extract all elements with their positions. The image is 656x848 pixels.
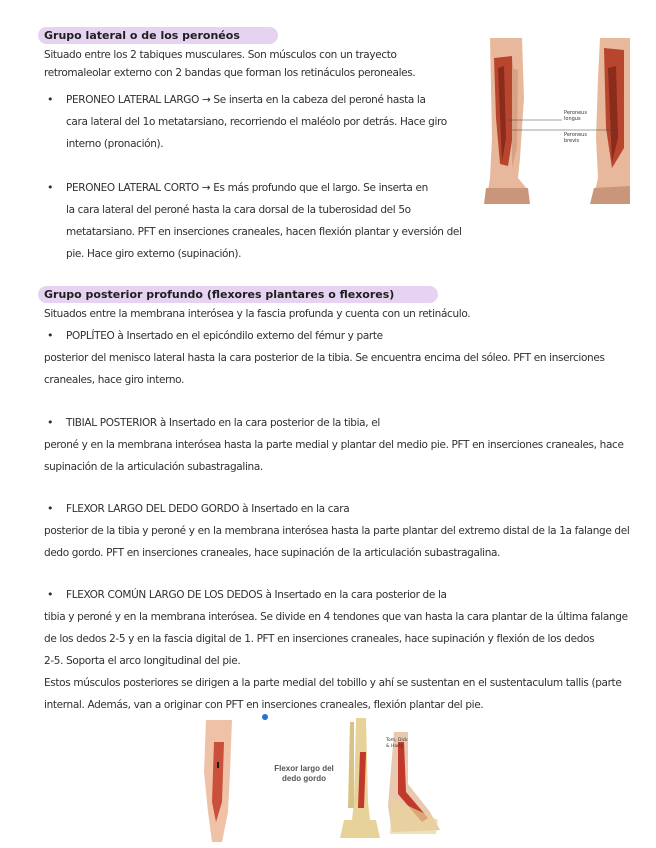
tibial-posterior-line-1: TIBIAL POSTERIOR à Insertado en la cara posterior de la tibia, el: [66, 417, 380, 429]
popliteo-line-2: posterior del menisco lateral hasta la cara posterior de la tibia. Se encuentra encima del sóleo. PFT en inserciones: [44, 352, 605, 364]
flexor-comun-line-1: FLEXOR COMÚN LARGO DE LOS DEDOS à Insertado en la cara posterior de la: [66, 589, 447, 601]
closing-line-1: Estos músculos posteriores se dirigen a la parte medial del tobillo y ahí se sustentan en el sustentaculum tallis (parte: [44, 677, 622, 689]
peroneo-largo-line-1: PERONEO LATERAL LARGO → Se inserta en la cabeza del peroné hasta la: [66, 94, 426, 106]
section2-intro: Situados entre la membrana interósea y la fascia profunda y cuenta con un retináculo.: [44, 308, 471, 320]
peroneo-corto-line-3: metatarsiano. PFT en inserciones craneales, hacen flexión plantar y eversión del: [66, 226, 462, 238]
section-heading-lateral: Grupo lateral o de los peronéos: [38, 27, 278, 44]
flexor-comun-line-3: de los dedos 2-5 y en la fascia digital de 1. PFT en inserciones craneales, hace supinación y flexión de los dedos: [44, 633, 595, 645]
tibial-posterior-line-2: peroné y en la membrana interósea hasta la parte medial y plantar del medio pie. PFT en inserciones craneales, hace: [44, 439, 624, 451]
section1-intro-line-2: retromaleolar externo con 2 bandas que forman los retináculos peroneales.: [44, 67, 416, 79]
flexor-comun-line-4: 2-5. Soporta el arco longitudinal del pie.: [44, 655, 241, 667]
flexor-comun-line-2: tibia y peroné y en la membrana interósea. Se divide en 4 tendones que van hasta la cara plantar de la última falange: [44, 611, 628, 623]
leg-illustration: [484, 38, 630, 206]
flexor-largo-dedo-gordo-line-3: dedo gordo. PFT en inserciones craneales, hace supinación de la articulación subastragalina.: [44, 547, 501, 559]
popliteo-line-3: craneales, hace giro interno.: [44, 374, 185, 386]
peroneo-corto-line-2: la cara lateral del peroné hasta la cara dorsal de la tuberosidad del 5o: [66, 204, 411, 216]
flexor-largo-dedo-gordo-line-2: posterior de la tibia y peroné y en la membrana interósea hasta la parte plantar del extremo distal de la 1a falange del: [44, 525, 630, 537]
bullet-marker: •: [47, 93, 54, 106]
figure-note: Tom, Dick & Harry: [386, 738, 408, 749]
closing-line-2: internal. Además, van a originar con PFT en inserciones craneales, flexión plantar del pie.: [44, 699, 484, 711]
figure-caption: Flexor largo del dedo gordo: [274, 764, 334, 783]
section1-intro-line-1: Situado entre los 2 tabiques musculares. Son músculos con un trayecto: [44, 49, 397, 61]
flexor-hallucis-figure: [192, 712, 446, 844]
bullet-marker: •: [47, 502, 54, 515]
peroneo-largo-line-3: interno (pronación).: [66, 138, 164, 150]
bullet-marker: •: [47, 588, 54, 601]
image-handle-icon[interactable]: [262, 714, 268, 720]
peroneus-brevis-label: Peroneus brevis: [564, 132, 587, 144]
flexor-largo-dedo-gordo-line-1: FLEXOR LARGO DEL DEDO GORDO à Insertado en la cara: [66, 503, 350, 515]
tibial-posterior-line-3: supinación de la articulación subastragalina.: [44, 461, 263, 473]
popliteo-line-1: POPLÍTEO à Insertado en el epicóndilo externo del fémur y parte: [66, 330, 383, 342]
peroneo-corto-line-4: pie. Hace giro externo (supinación).: [66, 248, 242, 260]
bullet-marker: •: [47, 329, 54, 342]
section-heading-posterior: Grupo posterior profundo (flexores plantares o flexores): [38, 286, 438, 303]
peroneo-corto-line-1: PERONEO LATERAL CORTO → Es más profundo que el largo. Se inserta en: [66, 182, 428, 194]
peroneal-muscles-figure: [484, 38, 630, 206]
bullet-marker: •: [47, 181, 54, 194]
bullet-marker: •: [47, 416, 54, 429]
peroneus-longus-label: Peroneus longus: [564, 110, 587, 122]
peroneo-largo-line-2: cara lateral del 1o metatarsiano, recorriendo el maléolo por detrás. Hace giro: [66, 116, 447, 128]
